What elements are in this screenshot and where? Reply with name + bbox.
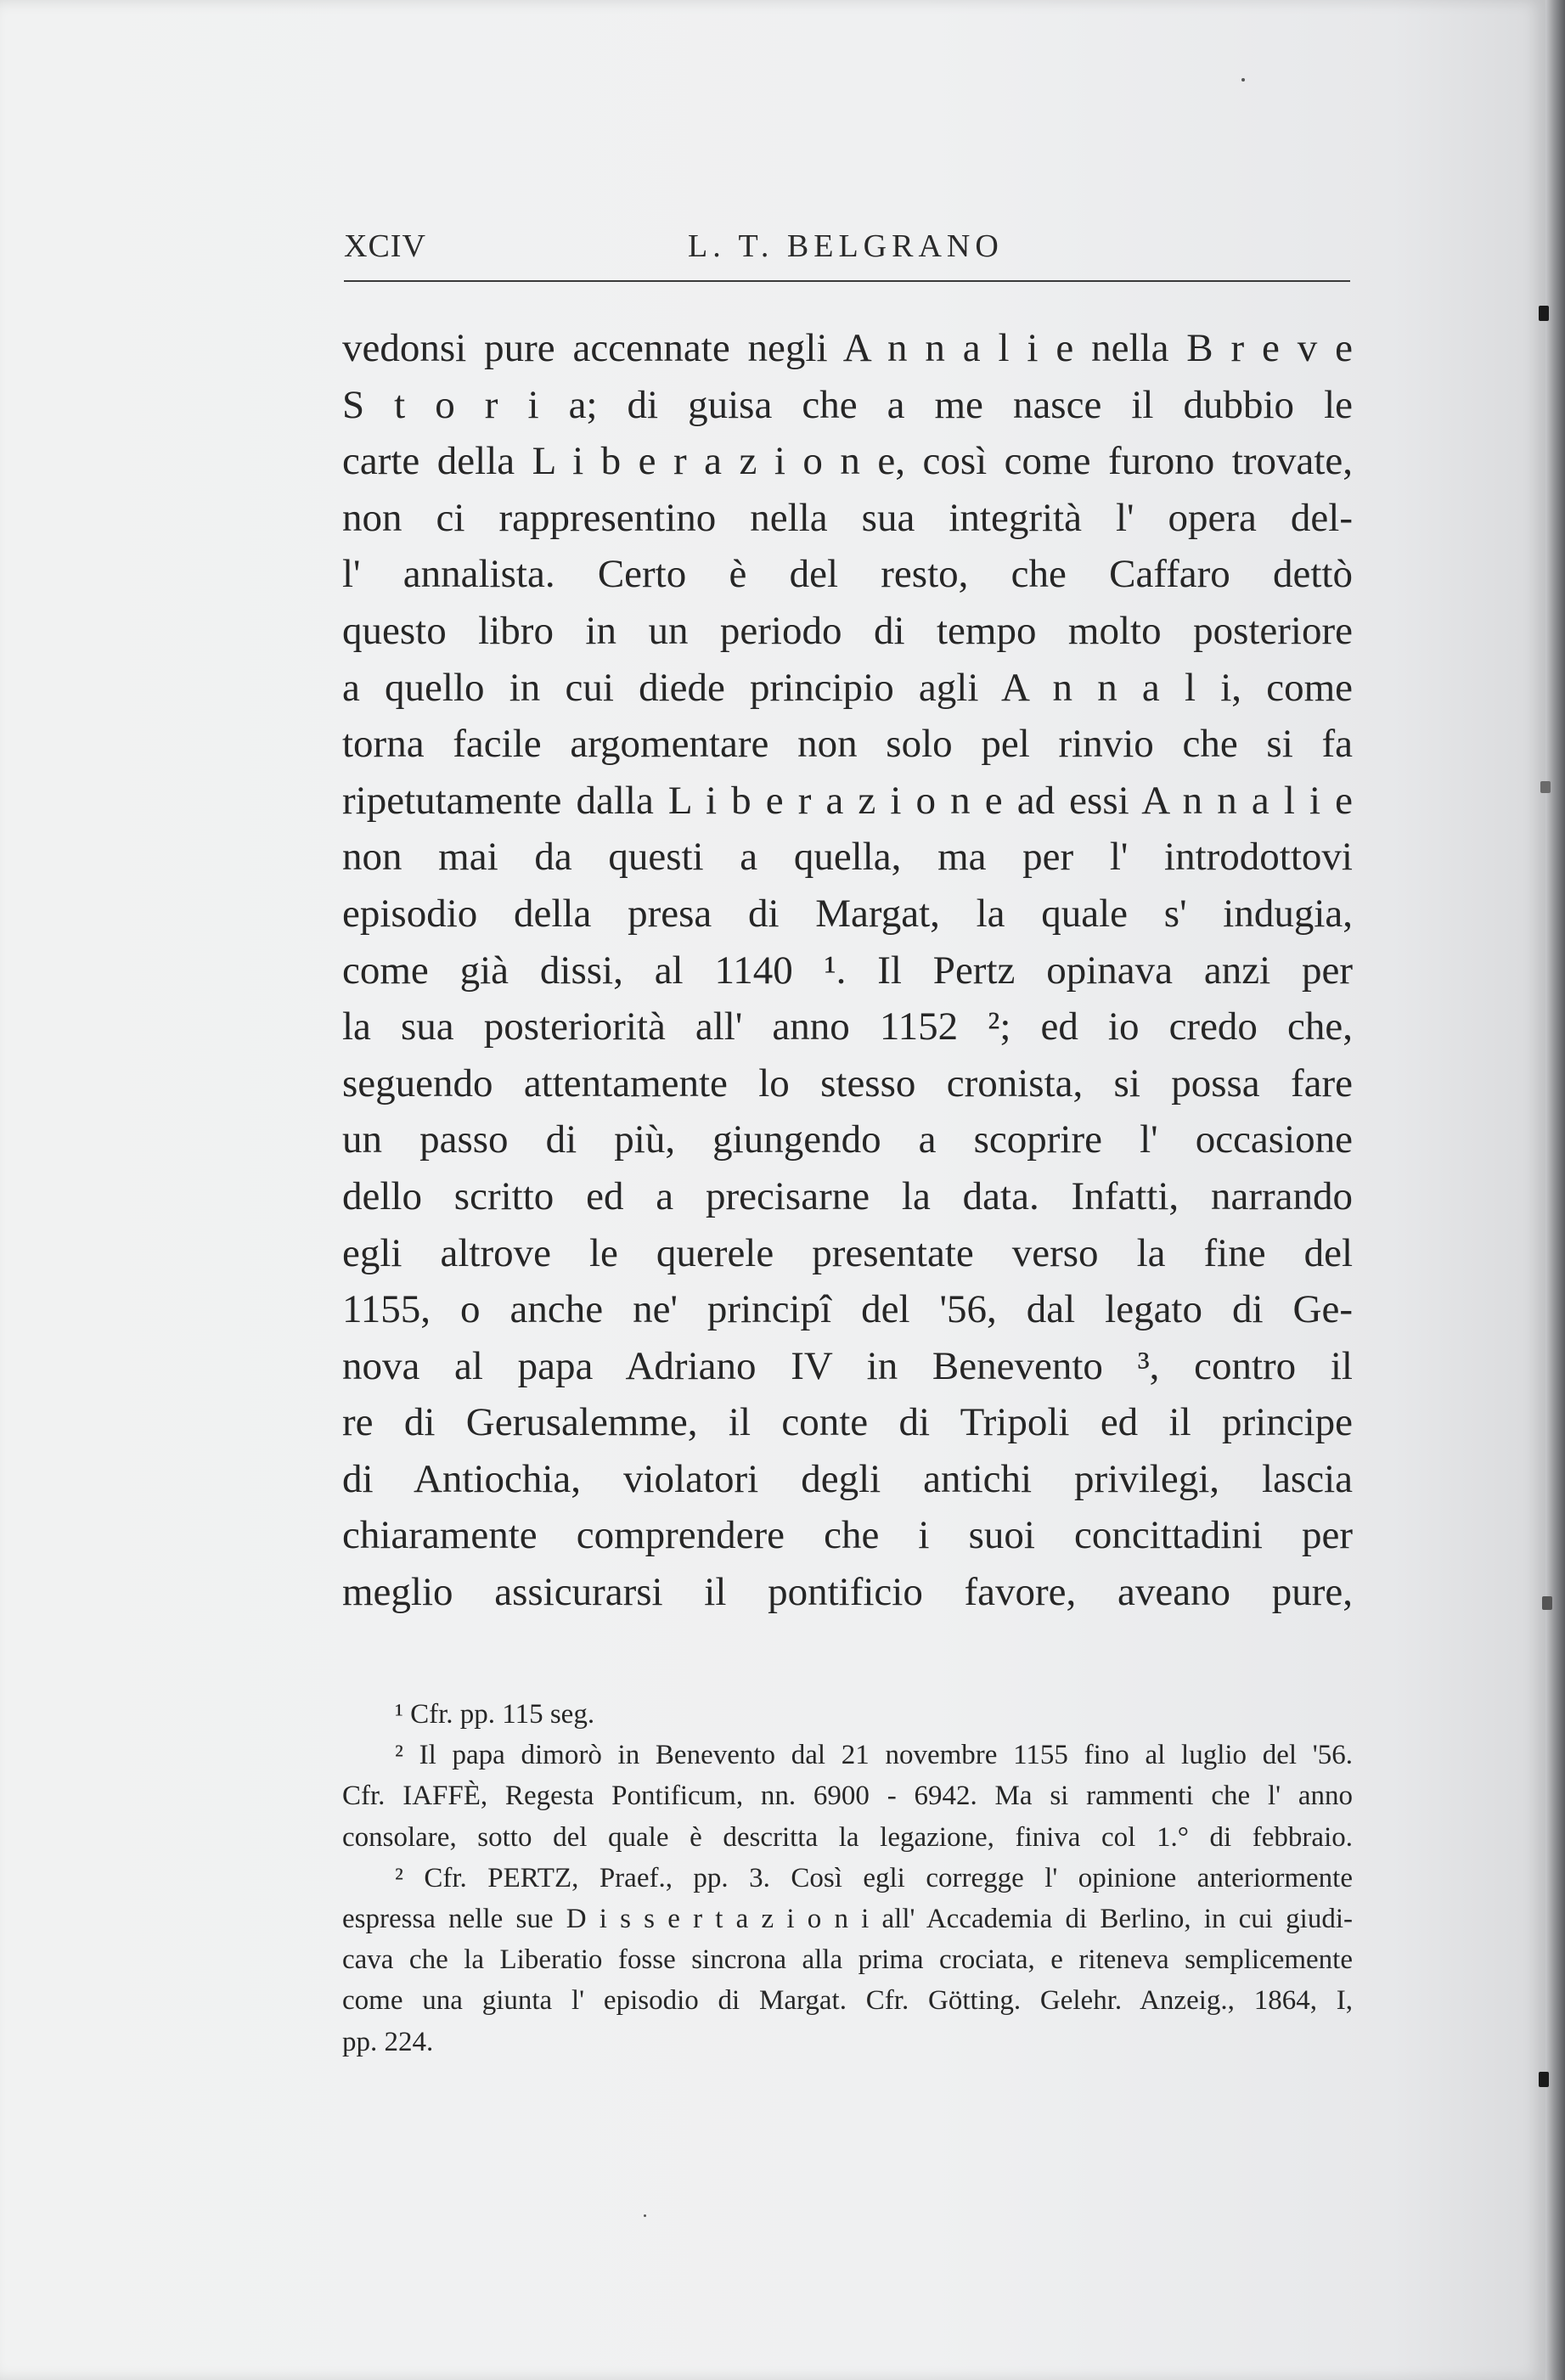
page-header xyxy=(344,228,1350,272)
text-line: come già dissi, al 1140 ¹. Il Pertz opinava anzi per xyxy=(342,948,1353,993)
footnote-line: cava che la Liberatio fosse sincrona alla prima crociata, e riteneva semplicemente xyxy=(342,1944,1353,1976)
folio-number: XCIV xyxy=(344,228,426,264)
header-rule xyxy=(344,280,1350,282)
text-line: l' annalista. Certo è del resto, che Caffaro dettò xyxy=(342,552,1353,597)
binding-thread-mark xyxy=(1542,1596,1552,1610)
text-line: non ci rappresentino nella sua integrità l' opera del- xyxy=(342,495,1353,540)
page-spine-edge xyxy=(1545,0,1565,2380)
binding-thread-mark xyxy=(1539,306,1549,321)
text-line: re di Gerusalemme, il conte di Tripoli ed il principe xyxy=(342,1400,1353,1445)
footnote-line: ² Cfr. PERTZ, Praef., pp. 3. Così egli corregge l' opinione anteriormente xyxy=(395,1862,1353,1893)
paper-speck xyxy=(1241,78,1245,82)
binding-thread-mark xyxy=(1540,781,1551,793)
footnote-line: espressa nelle sue D i s s e r t a z i o n i all' Accademia di Berlino, in cui giudi- xyxy=(342,1903,1353,1934)
footnotes xyxy=(342,1694,1353,2062)
text-line: a quello in cui diede principio agli A n n a l i, come xyxy=(342,665,1353,710)
footnote-line: pp. 224. xyxy=(342,2026,434,2057)
footnote-line: consolare, sotto del quale è descritta la legazione, finiva col 1.° di febbraio. xyxy=(342,1821,1353,1853)
text-line: un passo di più, giungendo a scoprire l' occasione xyxy=(342,1117,1353,1162)
text-line: di Antiochia, violatori degli antichi privilegi, lascia xyxy=(342,1456,1353,1501)
text-line: episodio della presa di Margat, la quale s' indugia, xyxy=(342,891,1353,936)
paper-speck xyxy=(644,2214,646,2217)
footnote-line: ¹ Cfr. pp. 115 seg. xyxy=(395,1699,595,1730)
text-line: la sua posteriorità all' anno 1152 ²; ed io credo che, xyxy=(342,1004,1353,1049)
text-line: egli altrove le querele presentate verso la fine del xyxy=(342,1230,1353,1275)
text-line: dello scritto ed a precisarne la data. Infatti, narrando xyxy=(342,1173,1353,1218)
binding-thread-mark xyxy=(1539,2072,1549,2087)
text-line: questo libro in un periodo di tempo molto posteriore xyxy=(342,608,1353,653)
footnote-line: ² Il papa dimorò in Benevento dal 21 novembre 1155 fino al luglio del '56. xyxy=(395,1740,1353,1771)
text-line: carte della L i b e r a z i o n e, così come furono trovate, xyxy=(342,439,1353,484)
text-line: ripetutamente dalla L i b e r a z i o n e ad essi A n n a l i e xyxy=(342,778,1353,823)
text-line: seguendo attentamente lo stesso cronista, si possa fare xyxy=(342,1061,1353,1106)
footnote-line: come una giunta l' episodio di Margat. Cfr. Götting. Gelehr. Anzeig., 1864, I, xyxy=(342,1985,1353,2017)
text-line: 1155, o anche ne' principî del '56, dal legato di Ge- xyxy=(342,1287,1353,1332)
text-line: vedonsi pure accennate negli A n n a l i e nella B r e v e xyxy=(342,326,1353,370)
text-line: chiaramente comprendere che i suoi concittadini per xyxy=(342,1513,1353,1558)
text-line: meglio assicurarsi il pontificio favore, aveano pure, xyxy=(342,1570,1353,1615)
text-line: nova al papa Adriano IV in Benevento ³, contro il xyxy=(342,1343,1353,1388)
text-line: S t o r i a; di guisa che a me nasce il dubbio le xyxy=(342,382,1353,427)
text-line: non mai da questi a quella, ma per l' introdottovi xyxy=(342,835,1353,880)
footnote-line: Cfr. IAFFÈ, Regesta Pontificum, nn. 6900 - 6942. Ma si rammenti che l' anno xyxy=(342,1781,1353,1812)
running-title: L. T. BELGRANO xyxy=(688,228,1004,264)
text-line: torna facile argomentare non solo pel rinvio che si fa xyxy=(342,722,1353,767)
main-text xyxy=(342,320,1353,1621)
